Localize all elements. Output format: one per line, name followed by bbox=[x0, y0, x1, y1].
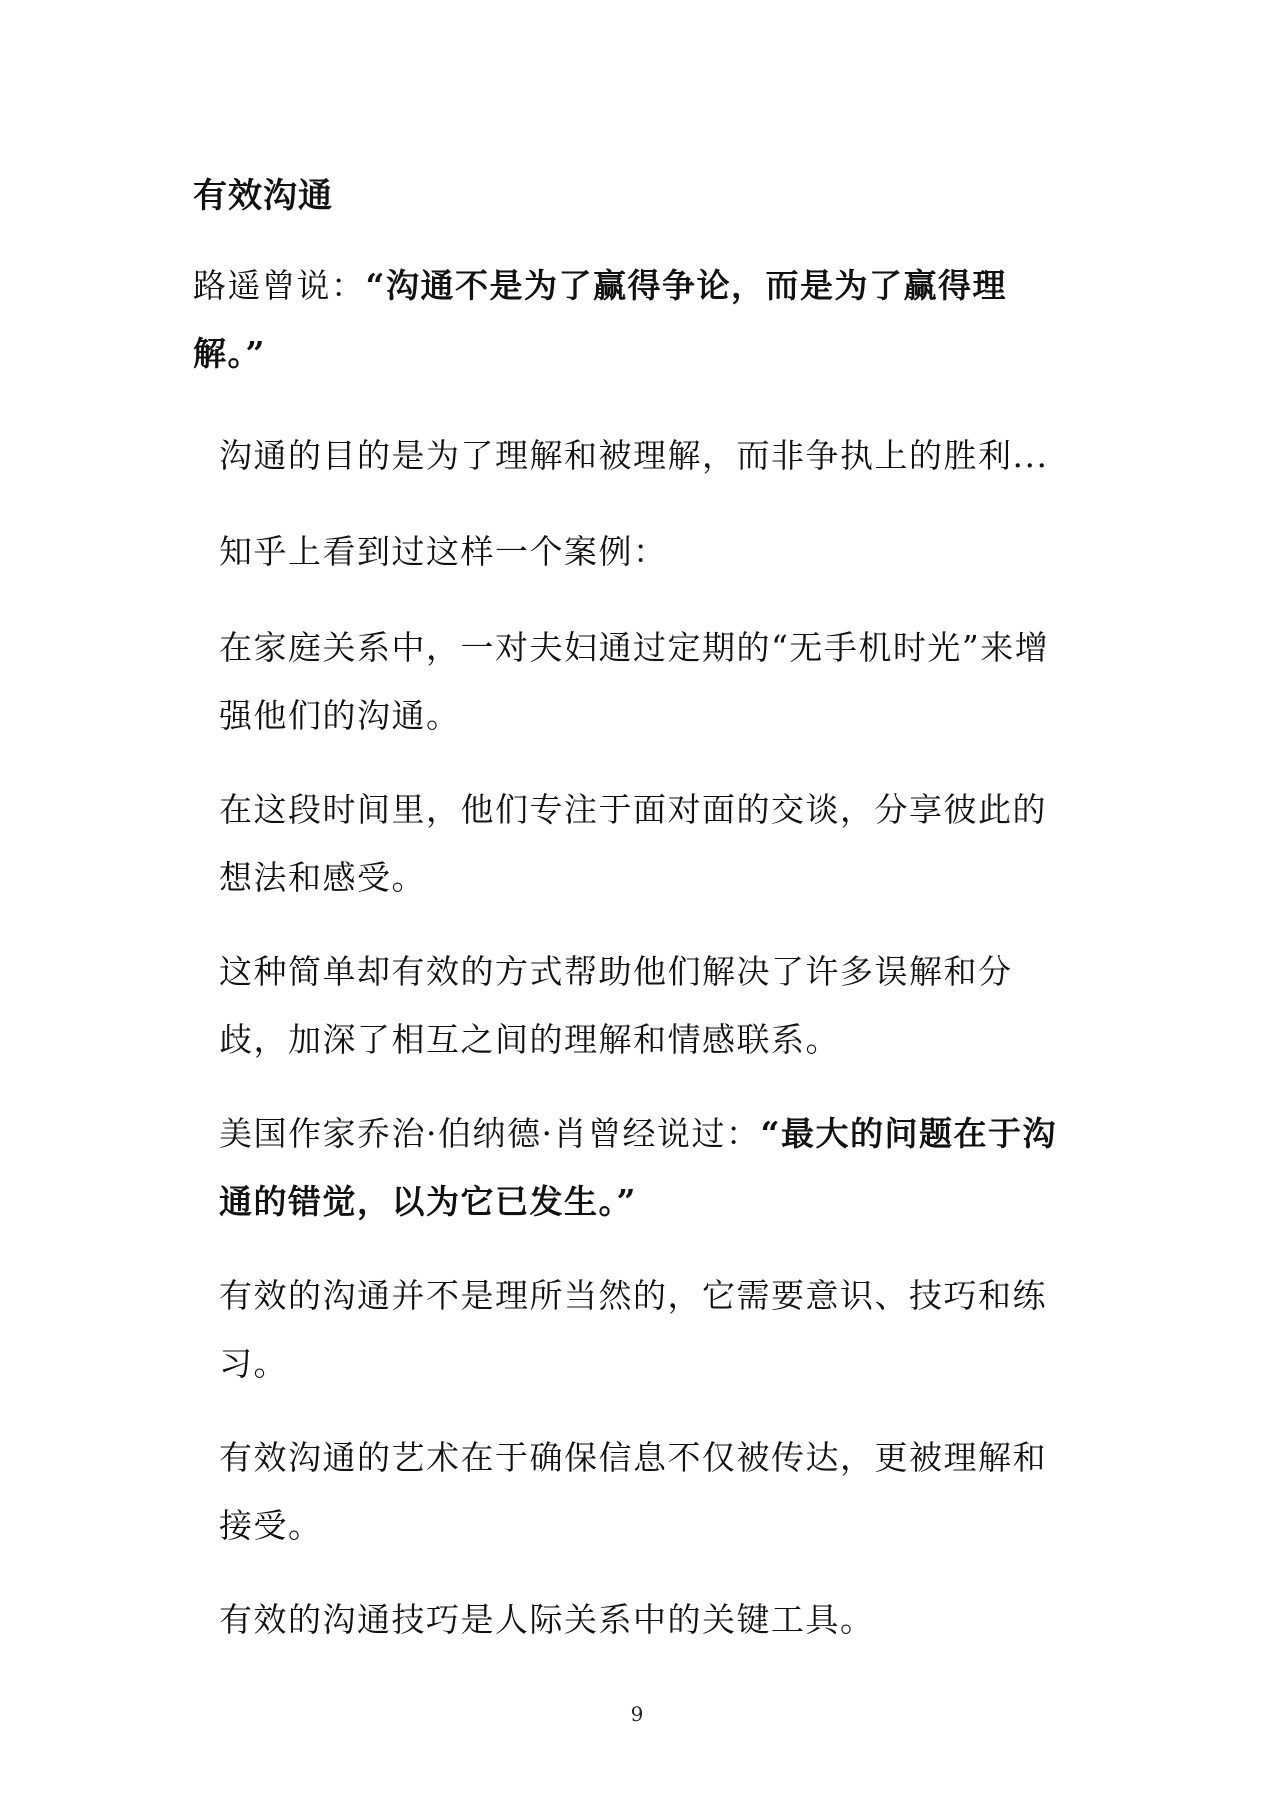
paragraph: 在家庭关系中，一对夫妇通过定期的“无手机时光”来增强他们的沟通。 bbox=[219, 628, 1050, 735]
quote-intro: 路遥曾说： bbox=[193, 266, 366, 305]
section-heading: 有效沟通 bbox=[193, 176, 333, 216]
paragraph: 有效的沟通技巧是人际关系中的关键工具。 bbox=[219, 1600, 875, 1639]
paragraph: 沟通的目的是为了理解和被理解，而非争执上的胜利... bbox=[219, 436, 1049, 475]
paragraph: 这种简单却有效的方式帮助他们解决了许多误解和分歧，加深了相互之间的理解和情感联系。 bbox=[219, 952, 1013, 1059]
page-number: 9 bbox=[630, 1702, 644, 1726]
paragraph: 在这段时间里，他们专注于面对面的交谈，分享彼此的想法和感受。 bbox=[219, 790, 1047, 897]
quote-text: “最大的问题在于沟通的错觉，以为它已发生。” bbox=[219, 1114, 1057, 1221]
paragraph: 知乎上看到过这样一个案例： bbox=[219, 532, 668, 571]
quote-paragraph-luyao bbox=[193, 252, 1073, 388]
paragraph: 有效的沟通并不是理所当然的，它需要意识、技巧和练习。 bbox=[219, 1276, 1047, 1383]
quote-paragraph-shaw bbox=[219, 1100, 1064, 1236]
paragraph: 有效沟通的艺术在于确保信息不仅被传达，更被理解和接受。 bbox=[219, 1438, 1047, 1545]
quote-text: “沟通不是为了赢得争论，而是为了赢得理解。” bbox=[193, 266, 1007, 373]
quote-intro: 美国作家乔治·伯纳德·肖曾经说过： bbox=[219, 1114, 761, 1153]
